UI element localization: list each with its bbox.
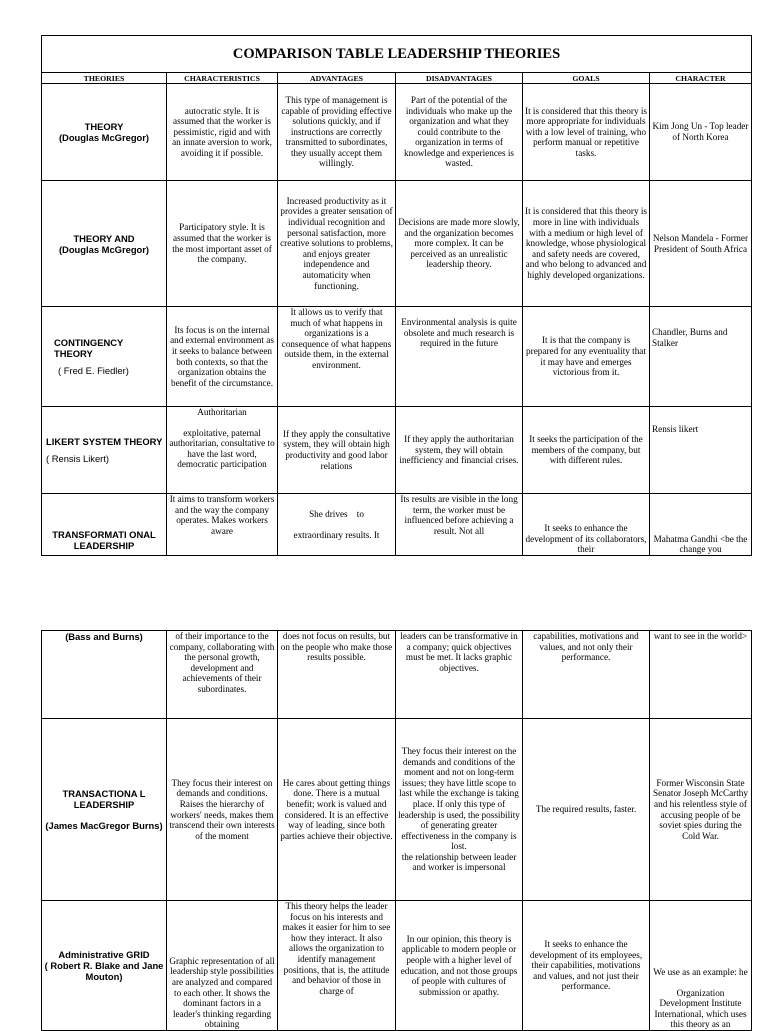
theory-cell xyxy=(42,901,167,1031)
theory-name: THEORY AND xyxy=(73,232,135,244)
characteristics-cell: autocratic style. It is assumed that the worker is pessimistic, rigid and with an innate aversion to work, avoiding it if possible. xyxy=(167,84,278,181)
goals-cell: It seeks the participation of the members of the company, but with different rules. xyxy=(523,407,650,494)
character-cell: Mahatma Gandhi <be the change you xyxy=(650,494,752,556)
goals-cell: It seeks to enhance the development of its employees, their capabilities, motivations and values, and not just their performance. xyxy=(523,901,650,1031)
table-header-row xyxy=(42,73,752,84)
table-row xyxy=(42,901,752,1031)
theory-cell xyxy=(42,719,167,901)
character-text: Organization Development Institute International, which uses this theory as an xyxy=(654,987,747,1030)
character-cell xyxy=(650,901,752,1031)
goals-cell: It is considered that this theory is more in line with individuals with a medium or high level of knowledge, whose physiological and safety needs are covered, and who belong to advanced and highly developed organizations. xyxy=(523,181,650,307)
page-title: COMPARISON TABLE LEADERSHIP THEORIES xyxy=(42,36,752,73)
character-cell: Nelson Mandela - Former President of South Africa xyxy=(650,181,752,307)
advantages-cell: If they apply the consultative system, they will obtain high productivity and good labor relations xyxy=(278,407,396,494)
advantages-cell: This type of management is capable of providing effective solutions quickly, and if instructions are correctly transmitted to subordinates, they usually accept them willingly. xyxy=(278,84,396,181)
goals-cell: It is that the company is prepared for any eventuality that it may have and emerges victorious from it. xyxy=(523,307,650,407)
goals-cell: capabilities, motivations and values, and not only their performance. xyxy=(523,631,650,719)
table-row xyxy=(42,181,752,307)
advantages-cell xyxy=(278,494,396,556)
disadvantages-cell: leaders can be transformative in a company; quick objectives must be met. It lacks graphic objectives. xyxy=(396,631,523,719)
theory-name: Administrative GRID xyxy=(58,949,150,960)
character-cell: Kim Jong Un - Top leader of North Korea xyxy=(650,84,752,181)
character-cell: want to see in the world> xyxy=(650,631,752,719)
characteristics-cell: Graphic representation of all leadership style possibilities are analyzed and compared to each other. It shows the dominant factors in a leader's thinking regarding obtaining xyxy=(167,901,278,1031)
character-cell: Rensis likert xyxy=(650,407,752,494)
theory-name: TRANSFORMATI ONAL LEADERSHIP xyxy=(52,529,156,551)
advantages-cell: It allows us to verify that much of what happens in organizations is a consequence of what happens outside them, in the external environment. xyxy=(278,307,396,407)
characteristics-cell: Participatory style. It is assumed that the worker is the most important asset of the company. xyxy=(167,181,278,307)
character-text: We use as an example: he xyxy=(653,967,748,978)
header-theories: THEORIES xyxy=(42,73,167,84)
goals-cell: It is considered that this theory is more appropriate for individuals with a low level of training, who perform manual or repetitive tasks. xyxy=(523,84,650,181)
theory-name: CONTINGENCY THEORY xyxy=(54,337,124,359)
theory-cell xyxy=(42,631,167,719)
character-cell: Former Wisconsin State Senator Joseph McCarthy and his relentless style of accusing people of be soviet spies during the Cold War. xyxy=(650,719,752,901)
disadvantages-text: the relationship between leader and worker is impersonal xyxy=(401,851,517,873)
theory-name: LIKERT SYSTEM THEORY xyxy=(46,436,163,447)
advantages-cell: He cares about getting things done. There is a mutual benefit; work is valued and considered. It is an effective way of leading, since both parties achieve their objective. xyxy=(278,719,396,901)
character-cell: Chandler, Burns and Stalker xyxy=(650,307,752,407)
comparison-table-page-2 xyxy=(41,630,752,1031)
advantages-text: extraordinary results. It xyxy=(293,529,380,540)
characteristics-cell xyxy=(167,407,278,494)
characteristics-cell: Its focus is on the internal and external environment as it seeks to balance between both contexts, so that the organization obtains the benefit of the circumstance. xyxy=(167,307,278,407)
table-row xyxy=(42,719,752,901)
theory-author: (Douglas McGregor) xyxy=(58,243,150,255)
theory-author: (Bass and Burns) xyxy=(65,631,143,642)
comparison-table-page-1 xyxy=(41,35,752,556)
table-row xyxy=(42,631,752,719)
theory-cell xyxy=(42,407,167,494)
disadvantages-cell: Decisions are made more slowly, and the organization becomes more complex. It can be perceived as an unrealistic leadership theory. xyxy=(396,181,523,307)
disadvantages-cell: If they apply the authoritarian system, they will obtain inefficiency and financial crises. xyxy=(396,407,523,494)
theory-author: (James MacGregor Burns) xyxy=(45,820,163,831)
header-character: CHARACTER xyxy=(650,73,752,84)
theory-cell xyxy=(42,494,167,556)
advantages-cell: This theory helps the leader focus on his interests and makes it easier for him to see how they interact. It also allows the organization to identify management positions, that is, the attitude and behavior of those in charge of xyxy=(278,901,396,1031)
disadvantages-cell xyxy=(396,719,523,901)
table-row xyxy=(42,84,752,181)
disadvantages-cell: In our opinion, this theory is applicable to modern people or people with a higher level of education, and not those groups of people with cultures of submission or apathy. xyxy=(396,901,523,1031)
disadvantages-cell: Environmental analysis is quite obsolete and much research is required in the future xyxy=(396,307,523,407)
characteristics-cell: It aims to transform workers and the way the company operates. Makes workers aware xyxy=(167,494,278,556)
header-disadvantages: DISADVANTAGES xyxy=(396,73,523,84)
disadvantages-cell: Part of the potential of the individuals who make up the organization and what they could contribute to the organization in terms of knowledge and experiences is wasted. xyxy=(396,84,523,181)
theory-cell xyxy=(42,307,167,407)
table-row xyxy=(42,407,752,494)
theory-author: ( Fred E. Fiedler) xyxy=(58,365,129,376)
header-goals: GOALS xyxy=(523,73,650,84)
characteristics-cell: They focus their interest on demands and conditions. Raises the hierarchy of workers' needs, makes them transcend their own interests of the moment xyxy=(167,719,278,901)
theory-author: ( Rensis Likert) xyxy=(46,453,110,464)
characteristics-text: exploitative, paternal authoritarian, consultative to have the last word, democratic participation xyxy=(169,427,275,470)
theory-author: ( Robert R. Blake and Jane Mouton) xyxy=(44,960,164,982)
header-advantages: ADVANTAGES xyxy=(278,73,396,84)
disadvantages-text: They focus their interest on the demands and conditions of the moment and not on long-term issues; they have little scope to last while the exchange is taking place. If only this type of leadership is used, the possibility of generating greater effectiveness in the company is lost. xyxy=(398,745,520,852)
theory-author: (Douglas McGregor) xyxy=(58,132,150,143)
goals-cell: The required results, faster. xyxy=(523,719,650,901)
theory-cell xyxy=(42,84,167,181)
theory-name: TRANSACTIONA L LEADERSHIP xyxy=(62,788,146,810)
advantages-cell: does not focus on results, but on the people who make those results possible. xyxy=(278,631,396,719)
advantages-text: She drives to xyxy=(309,508,364,519)
theory-cell xyxy=(42,181,167,307)
characteristics-text: Authoritarian xyxy=(197,407,247,417)
header-characteristics: CHARACTERISTICS xyxy=(167,73,278,84)
characteristics-cell: of their importance to the company, collaborating with the personal growth, development and achievements of their subordinates. xyxy=(167,631,278,719)
table-row xyxy=(42,307,752,407)
table-row xyxy=(42,494,752,556)
disadvantages-cell: Its results are visible in the long term, the worker must be influenced before achieving a result. Not all xyxy=(396,494,523,556)
goals-cell: It seeks to enhance the development of its collaborators, their xyxy=(523,494,650,556)
theory-name: THEORY xyxy=(84,121,124,132)
advantages-cell: Increased productivity as it provides a greater sensation of individual recognition and personal satisfaction, more creative solutions to problems, and enjoys greater independence and automaticity when functioning. xyxy=(278,181,396,307)
